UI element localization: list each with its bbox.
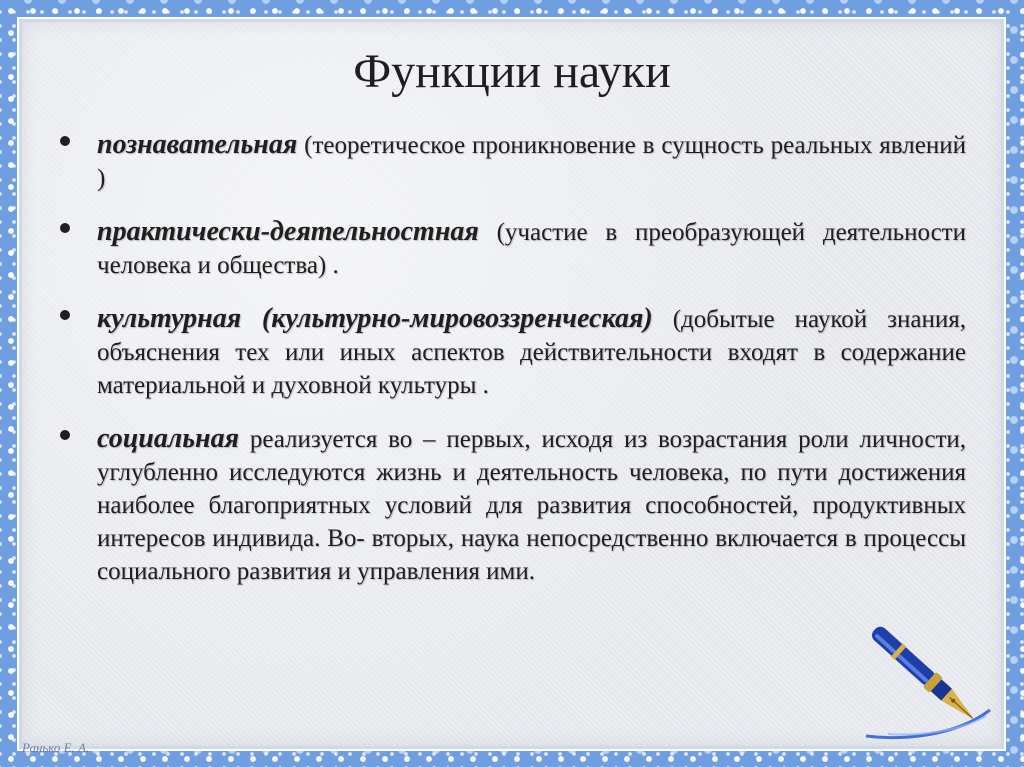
bullet-desc: (теоретическое проникновение в сущность реальных явлений ) (97, 132, 966, 192)
bullet-dot (60, 430, 70, 440)
bullet-text (97, 215, 966, 282)
bullet-term: социальная (97, 423, 240, 454)
bullet-desc: (добытые наукой знания, объяснения тех или иных аспектов действительности входят в содержание материальной и духовной культуры . (97, 306, 966, 399)
author-signature: Ранько Е. А. (22, 740, 90, 755)
bullet-item-practical (60, 215, 966, 282)
bullet-dot (60, 310, 70, 320)
bullet-term: практически-деятельностная (97, 216, 479, 247)
bullet-term: культурная (культурно-мировоззренческая) (97, 303, 653, 334)
bullet-dot (60, 223, 70, 233)
bullet-desc: реализуется во – первых, исходя из возрастания роли личности, углубленно исследуются жизнь и деятельность человека, по пути достижения наиболее благоприятных условий для развития способностей, продуктивных интересов индивида. Во- вторых, наука непосредственно включается в процессы социального развития и управления ими. (97, 426, 966, 585)
bullet-item-social (60, 422, 966, 588)
slide-title: Функции науки (353, 45, 671, 98)
bullet-item-cultural (60, 302, 966, 402)
bullet-text (97, 422, 966, 588)
bullet-item-cognitive (60, 128, 966, 195)
bullet-dot (60, 136, 70, 146)
bullet-text (97, 302, 966, 402)
bullet-text (97, 128, 966, 195)
bullet-term: познавательная (97, 129, 298, 160)
fountain-pen-icon (858, 612, 998, 744)
bullet-desc: (участие в преобразующей деятельности человека и общества) . (97, 219, 966, 279)
bullet-list (60, 128, 966, 608)
